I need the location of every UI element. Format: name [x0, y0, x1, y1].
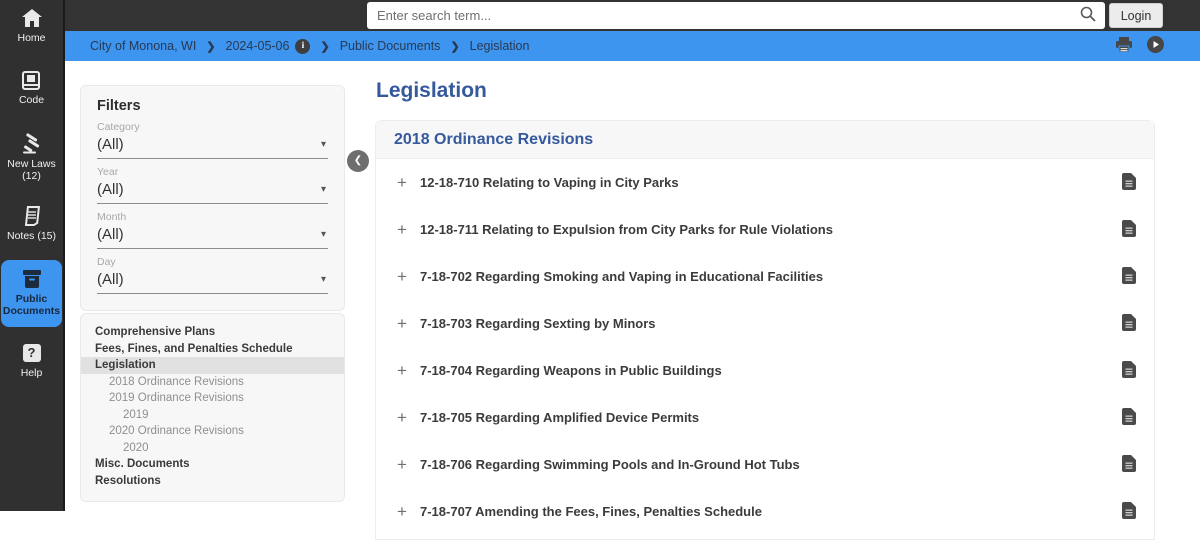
filter-label: Month: [97, 211, 127, 223]
document-tree: [80, 313, 345, 502]
expand-plus-icon[interactable]: +: [397, 407, 407, 427]
chevron-down-icon: ▾: [320, 184, 326, 195]
home-icon: [22, 8, 42, 28]
login-button[interactable]: Login: [1109, 3, 1163, 28]
chevron-left-icon: ❮: [353, 155, 363, 166]
expand-plus-icon[interactable]: +: [397, 501, 407, 521]
archive-box-icon: [21, 269, 43, 289]
month-select[interactable]: [97, 223, 328, 249]
tree-item-2019-ordinance-revisions[interactable]: 2019 Ordinance Revisions: [109, 392, 244, 404]
open-document-button[interactable]: [1122, 314, 1136, 334]
open-document-button[interactable]: [1122, 173, 1136, 193]
ordinance-row[interactable]: [376, 488, 1154, 535]
selected-value: (All): [97, 181, 124, 198]
expand-plus-icon[interactable]: +: [397, 454, 407, 474]
ordinance-row[interactable]: [376, 441, 1154, 488]
selected-value: (All): [97, 226, 124, 243]
help-icon: ?: [23, 343, 41, 363]
open-document-button[interactable]: [1122, 408, 1136, 428]
breadcrumb-item-municipality[interactable]: City of Monona, WI: [90, 39, 197, 53]
ordinance-title[interactable]: 7-18-703 Regarding Sexting by Minors: [420, 316, 656, 331]
breadcrumb-item-public-documents[interactable]: Public Documents: [339, 39, 441, 53]
sidebar-item-help[interactable]: [0, 343, 63, 379]
day-select[interactable]: [97, 268, 328, 294]
ordinance-list-header: [376, 121, 1154, 159]
tree-item-legislation[interactable]: Legislation: [81, 357, 344, 374]
document-file-icon: [1122, 220, 1136, 240]
breadcrumb: [65, 31, 1200, 61]
category-select[interactable]: [97, 133, 328, 159]
ordinance-row[interactable]: [376, 206, 1154, 253]
expand-plus-icon[interactable]: +: [397, 313, 407, 333]
section-title: 2018 Ordinance Revisions: [394, 130, 594, 148]
sidebar-item-label: New Laws: [7, 158, 56, 170]
sidebar-item-public-documents[interactable]: [1, 260, 62, 327]
filter-label: Year: [97, 166, 119, 178]
ordinance-row[interactable]: [376, 394, 1154, 441]
open-document-button[interactable]: [1122, 502, 1136, 522]
sidebar-item-label: Notes (15): [6, 230, 57, 242]
page-title: Legislation: [376, 79, 487, 102]
ordinance-title[interactable]: 7-18-705 Regarding Amplified Device Permits: [420, 410, 700, 425]
open-document-button[interactable]: [1122, 220, 1136, 240]
tree-item-comprehensive-plans[interactable]: Comprehensive Plans: [95, 326, 216, 338]
note-icon: [23, 206, 40, 226]
document-file-icon: [1122, 173, 1136, 193]
expand-plus-icon[interactable]: +: [397, 266, 407, 286]
print-button[interactable]: [1115, 37, 1133, 56]
play-audio-button[interactable]: [1147, 36, 1164, 56]
filters-panel: [80, 85, 345, 311]
tree-item-misc-documents[interactable]: Misc. Documents: [95, 458, 190, 470]
play-icon: [1147, 36, 1164, 56]
selected-value: (All): [97, 136, 124, 153]
search-box: [367, 2, 1105, 29]
top-bar: [65, 0, 1200, 31]
sidebar-item-label: Public Documents: [2, 293, 61, 317]
tree-item-2019[interactable]: 2019: [123, 408, 149, 421]
open-document-button[interactable]: [1122, 267, 1136, 287]
chevron-right-icon: ❯: [320, 40, 330, 53]
breadcrumb-item-legislation[interactable]: Legislation: [469, 39, 530, 53]
search-button[interactable]: [1080, 6, 1105, 25]
breadcrumb-actions: [1115, 36, 1164, 56]
sidebar-item-notes[interactable]: [0, 206, 63, 242]
search-input[interactable]: [367, 8, 1080, 23]
open-document-button[interactable]: [1122, 361, 1136, 381]
filter-day: [97, 256, 328, 294]
ordinance-row[interactable]: [376, 300, 1154, 347]
open-document-button[interactable]: [1122, 455, 1136, 475]
ordinance-row[interactable]: [376, 159, 1154, 206]
document-file-icon: [1122, 361, 1136, 381]
tree-item-2020[interactable]: 2020: [123, 441, 149, 454]
sidebar-item-new-laws[interactable]: [0, 134, 63, 182]
ordinance-row[interactable]: [376, 253, 1154, 300]
chevron-down-icon: ▾: [320, 229, 326, 240]
chevron-down-icon: ▾: [320, 274, 326, 285]
expand-plus-icon[interactable]: +: [397, 360, 407, 380]
document-file-icon: [1122, 314, 1136, 334]
ordinance-title[interactable]: 12-18-711 Relating to Expulsion from City Parks for Rule Violations: [420, 222, 833, 237]
version-info-icon[interactable]: i: [295, 39, 310, 54]
printer-icon: [1115, 37, 1133, 56]
ordinance-title[interactable]: 7-18-707 Amending the Fees, Fines, Penalties Schedule: [420, 504, 762, 519]
ordinance-title[interactable]: 7-18-704 Regarding Weapons in Public Buildings: [420, 363, 722, 378]
filter-label: Day: [97, 256, 116, 268]
sidebar-item-label: Code: [18, 94, 45, 106]
sidebar-item-code[interactable]: [0, 70, 63, 106]
filter-year: [97, 166, 328, 204]
chevron-down-icon: ▾: [320, 139, 326, 150]
tree-item-fees-fines-penalties[interactable]: Fees, Fines, and Penalties Schedule: [95, 342, 293, 355]
breadcrumb-item-version-date[interactable]: 2024-05-06: [225, 39, 290, 53]
collapse-sidebar-button[interactable]: [347, 150, 369, 172]
sidebar: [0, 0, 65, 511]
document-file-icon: [1122, 408, 1136, 428]
document-file-icon: [1122, 455, 1136, 475]
ordinance-title[interactable]: 12-18-710 Relating to Vaping in City Parks: [420, 175, 679, 190]
filter-category: [97, 121, 328, 159]
sidebar-item-label: Help: [20, 367, 43, 379]
expand-plus-icon[interactable]: +: [397, 172, 407, 192]
tree-item-2018-ordinance-revisions[interactable]: 2018 Ordinance Revisions: [109, 375, 244, 388]
expand-plus-icon[interactable]: +: [397, 219, 407, 239]
chevron-right-icon: ❯: [450, 40, 460, 53]
chevron-right-icon: ❯: [206, 40, 216, 53]
year-select[interactable]: [97, 178, 328, 204]
filters-title: Filters: [97, 98, 141, 114]
sidebar-item-label: Home: [17, 32, 46, 44]
ordinance-title[interactable]: 7-18-702 Regarding Smoking and Vaping in Educational Facilities: [420, 269, 824, 284]
selected-value: (All): [97, 271, 124, 288]
ordinance-list-card: [375, 120, 1155, 540]
tree-item-2020-ordinance-revisions[interactable]: 2020 Ordinance Revisions: [109, 425, 244, 437]
filter-month: [97, 211, 328, 249]
book-icon: [22, 70, 41, 90]
gavel-icon: [22, 134, 42, 154]
ordinance-row[interactable]: [376, 347, 1154, 394]
sidebar-item-count: (12): [22, 170, 41, 182]
search-icon: [1080, 6, 1096, 25]
sidebar-item-home[interactable]: [0, 8, 63, 44]
filter-label: Category: [97, 121, 140, 133]
ordinance-title[interactable]: 7-18-706 Regarding Swimming Pools and In-Ground Hot Tubs: [420, 457, 800, 472]
document-file-icon: [1122, 502, 1136, 522]
tree-item-resolutions[interactable]: Resolutions: [95, 474, 161, 487]
document-file-icon: [1122, 267, 1136, 287]
